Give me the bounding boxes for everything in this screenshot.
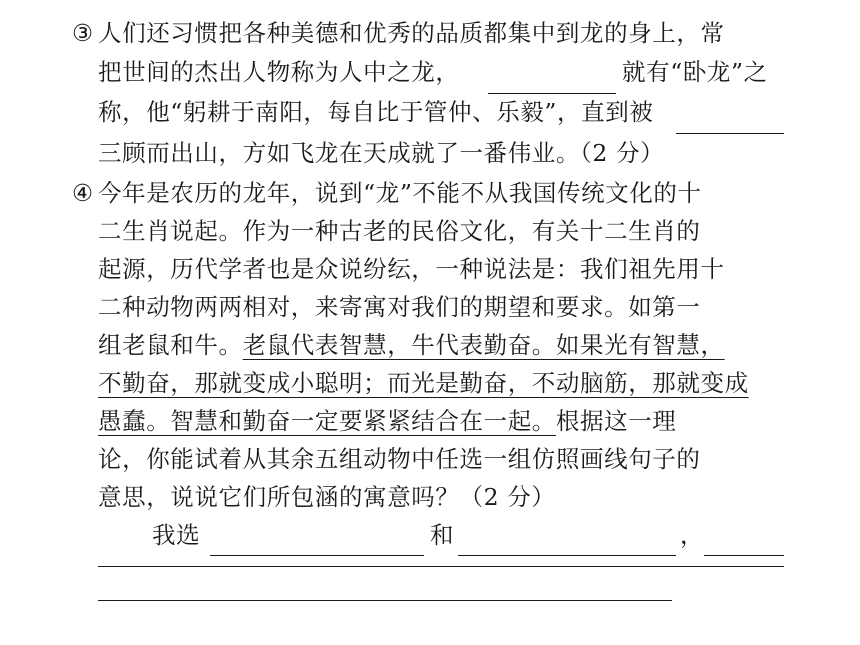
q4-line-8: 论，你能试着从其余五组动物中任选一组仿照画线句子的 [98, 445, 701, 473]
q4-line-2: 二生肖说起。作为一种古老的民俗文化，有关十二生肖的 [98, 217, 701, 245]
q4-line-6 [98, 366, 749, 400]
answer-prefix: 我选 [152, 521, 201, 549]
q3-line-1 [72, 16, 725, 50]
q3-text-1: 人们还习惯把各种美德和优秀的品质都集中到龙的身上，常 [98, 19, 725, 47]
q4-number: ④ [72, 179, 94, 207]
q3-line-2a: 把世间的杰出人物称为人中之龙， [98, 58, 460, 86]
answer-blank-meaning-start[interactable] [704, 555, 784, 556]
q4-text-1: 今年是农历的龙年，说到“龙”不能不从我国传统文化的十 [98, 179, 702, 207]
answer-line-1[interactable] [98, 566, 784, 567]
answer-blank-animal-2[interactable] [458, 555, 676, 556]
q3-answer-blank-2[interactable] [676, 133, 784, 134]
answer-line-2[interactable] [98, 600, 672, 601]
q4-text-7b: 根据这一理 [555, 407, 677, 435]
q3-line-2b: 就有“卧龙”之 [622, 58, 768, 86]
q4-line-9: 意思，说说它们所包涵的寓意吗？（2 分） [98, 483, 556, 511]
q4-underlined-sentence-1: 老鼠代表智慧，牛代表勤奋。如果光有智慧， [242, 331, 725, 359]
q4-underlined-sentence-3: 愚蠢。智慧和勤奋一定要紧紧结合在一起。 [98, 407, 556, 435]
q4-line-4: 二种动物两两相对，来寄寓对我们的期望和要求。如第一 [98, 293, 701, 321]
q4-line-7 [98, 404, 676, 438]
q4-line-3: 起源，历代学者也是众说纷纭，一种说法是：我们祖先用十 [98, 255, 725, 283]
q4-line-1 [72, 176, 702, 210]
q3-number: ③ [72, 19, 94, 47]
q3-line-4: 三顾而出山，方如飞龙在天成就了一番伟业。（2 分） [98, 139, 665, 167]
answer-and: 和 [430, 521, 455, 549]
q4-line-5 [98, 328, 725, 362]
answer-blank-animal-1[interactable] [210, 555, 424, 556]
answer-comma: ， [680, 521, 705, 549]
q3-answer-blank-1[interactable] [488, 93, 616, 94]
q3-line-3: 称，他“躬耕于南阳，每自比于管仲、乐毅”，直到被 [98, 98, 654, 126]
q4-underlined-sentence-2: 不勤奋，那就变成小聪明；而光是勤奋，不动脑筋，那就变成 [98, 369, 749, 397]
q4-text-5a: 组老鼠和牛。 [98, 331, 243, 359]
